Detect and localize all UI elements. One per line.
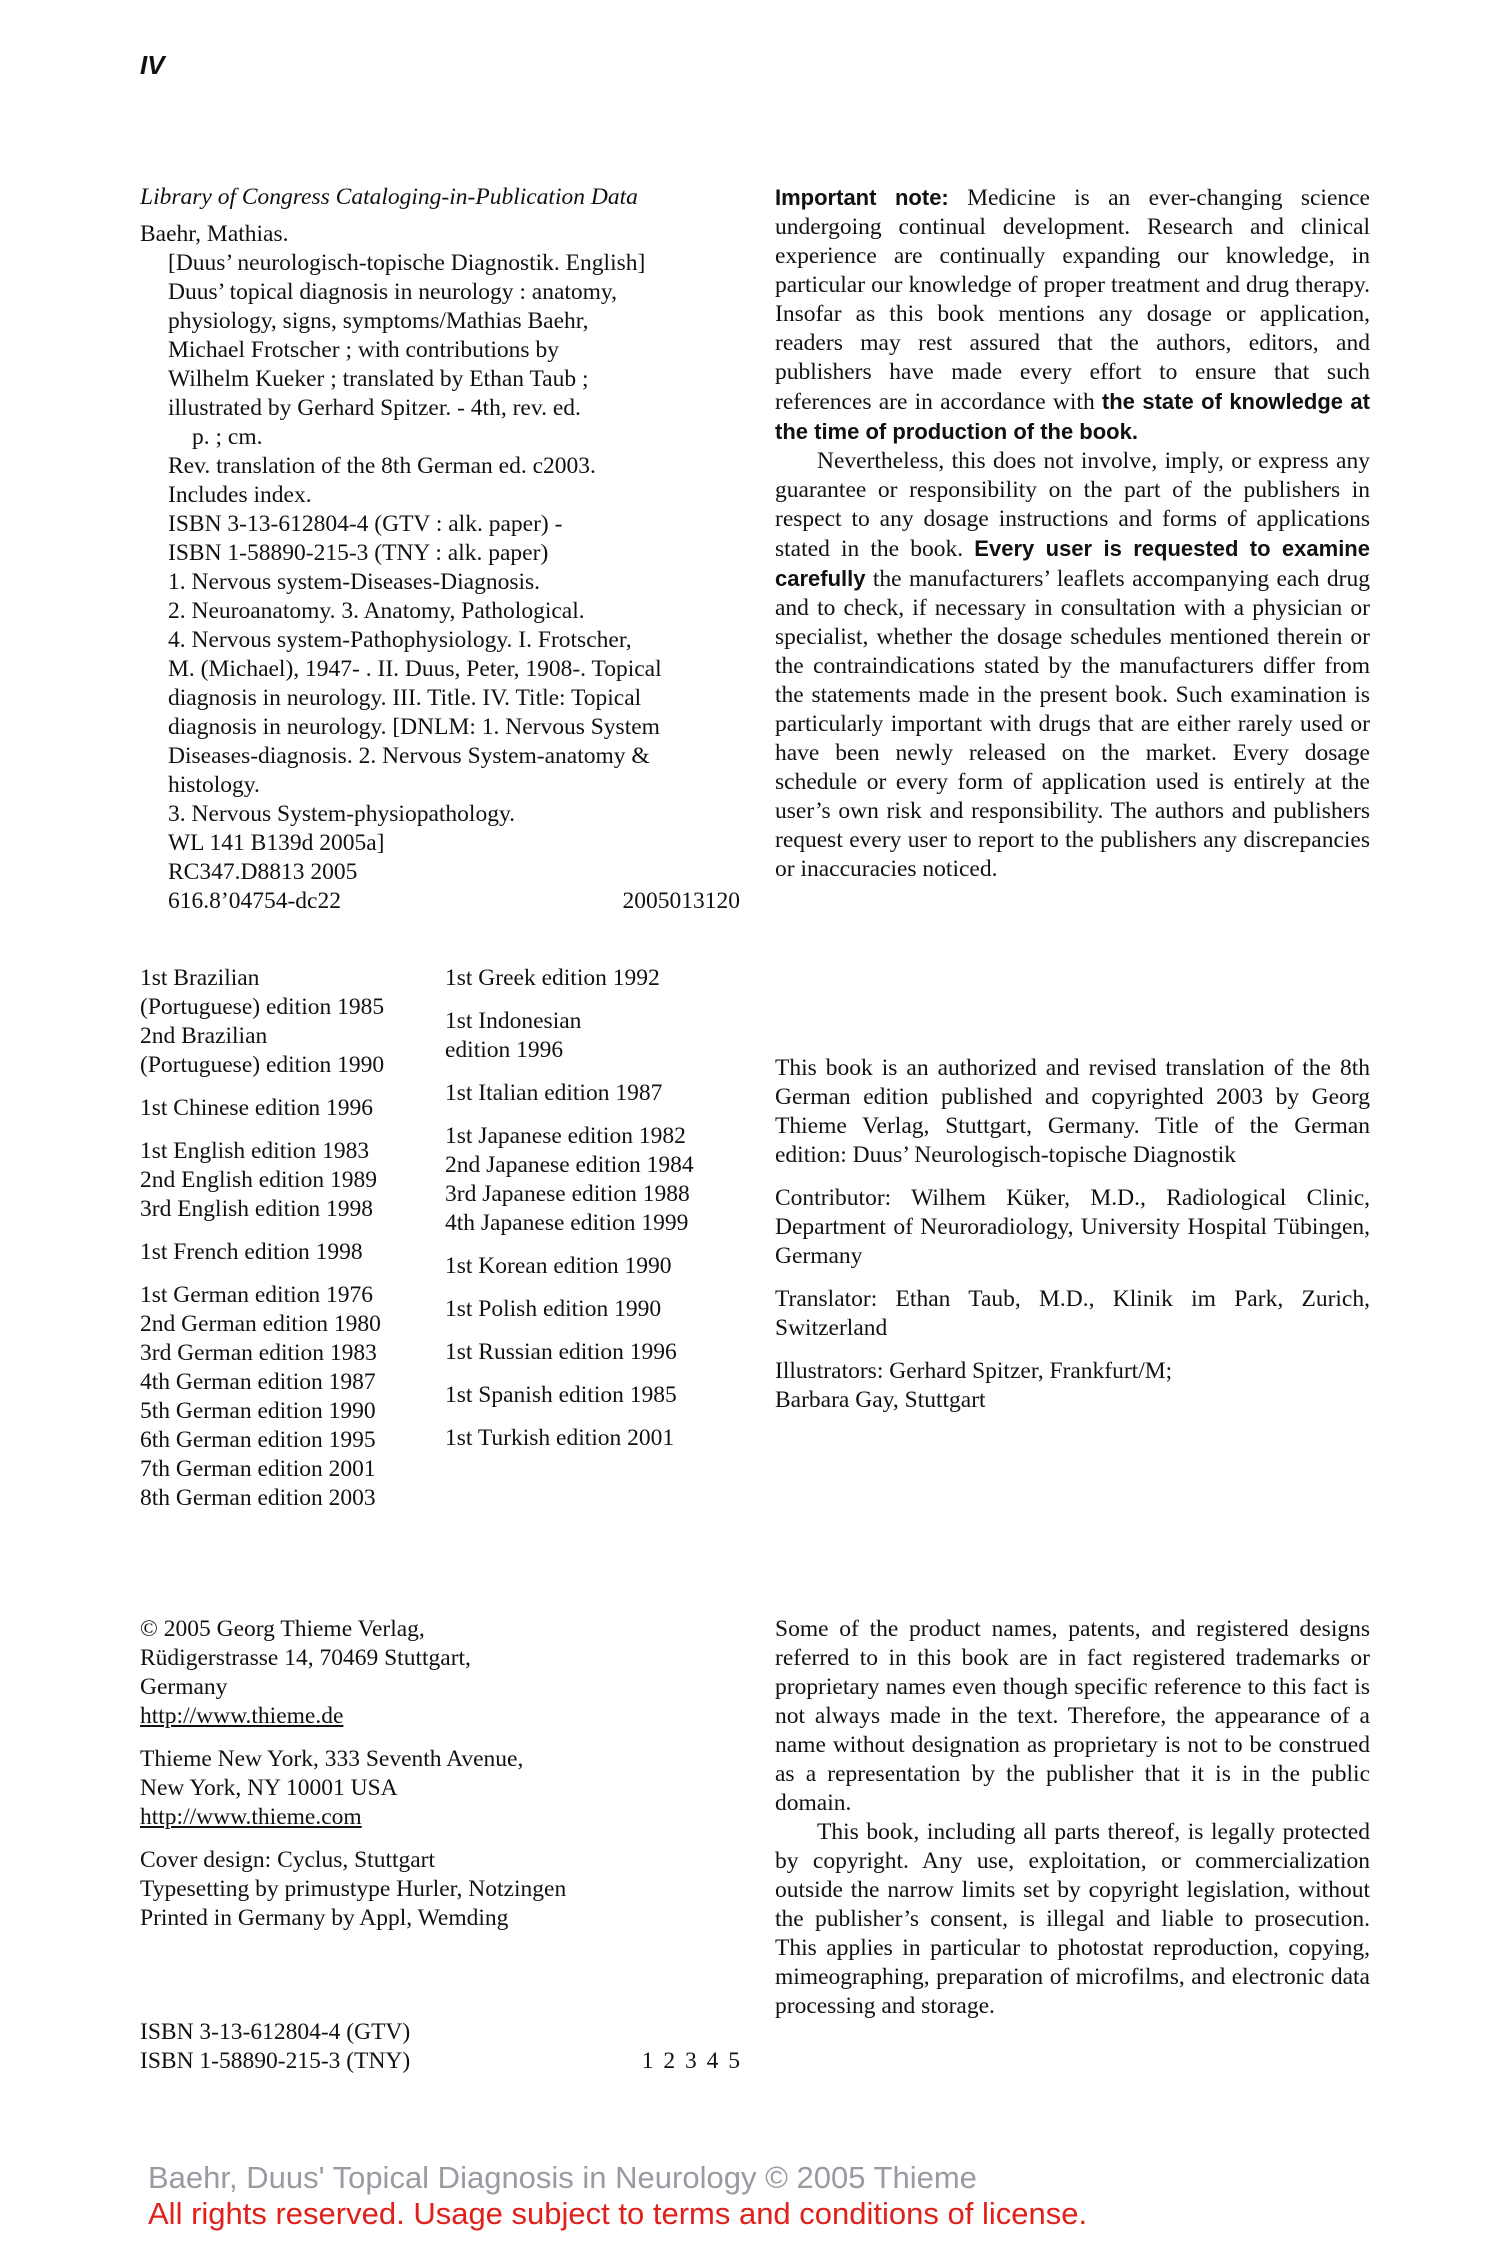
ny-address-1: Thieme New York, 333 Seventh Avenue, (140, 1746, 524, 1772)
edition-entry: 5th German edition 1990 (140, 1398, 376, 1424)
cip-line: ISBN 1-58890-215-3 (TNY : alk. paper) (168, 540, 549, 566)
cip-line: Michael Frotscher ; with contributions by (168, 337, 559, 363)
edition-entry: 1st Indonesian (445, 1008, 582, 1034)
cip-line: illustrated by Gerhard Spitzer. - 4th, rev. ed. (168, 395, 581, 421)
isbn-tny: ISBN 1-58890-215-3 (TNY) (140, 2048, 411, 2074)
trademark-paragraph: Some of the product names, patents, and registered designs referred to in this book are in fact registered trademarks or proprietary names even though specific reference to this fact is not always made in the text. Therefore, the appearance of a name without designation as proprietary is not to be construed as a representation by the publisher that it is in the public domain. (775, 1616, 1370, 1816)
edition-group (445, 1007, 694, 1065)
cip-line: Includes index. (168, 482, 312, 508)
edition-group (445, 1079, 694, 1108)
cover-design: Cover design: Cyclus, Stuttgart (140, 1847, 436, 1873)
authorized-translation: This book is an authorized and revised translation of the 8th German edition published and copyrighted 2003 by Georg Thieme Verlag, Stuttgart, Germany. Title of the German edition: Duus’ Neurologisch-topische Diagnostik (775, 1055, 1370, 1168)
cip-line: Rev. translation of the 8th German ed. c2003. (168, 453, 596, 479)
edition-group (140, 1094, 445, 1123)
edition-group (140, 964, 445, 1080)
edition-entry: 2nd Brazilian (140, 1023, 268, 1049)
editions-column-2 (445, 964, 694, 1527)
nevertheless-text: Nevertheless, this does not involve, imply, or express any guarantee or responsibility on the part of the publishers in respect to any dosage instructions and forms of applications stated in the book. (775, 448, 1370, 562)
publisher-block (140, 1615, 740, 1933)
edition-entry: 1st Spanish edition 1985 (445, 1382, 677, 1408)
cip-line: diagnosis in neurology. [DNLM: 1. Nervous System (168, 714, 660, 740)
edition-entry: 1st Polish edition 1990 (445, 1296, 662, 1322)
important-note-bold: the state of knowledge at the time of production of the book. (775, 389, 1370, 444)
print-run: 1 2 3 4 5 (641, 2048, 740, 2074)
edition-entry: 1st Korean edition 1990 (445, 1253, 672, 1279)
edition-entry: 1st Brazilian (140, 965, 260, 991)
edition-entry: 1st Chinese edition 1996 (140, 1095, 374, 1121)
edition-group (445, 1295, 694, 1324)
copyright-line-1: © 2005 Georg Thieme Verlag, (140, 1616, 425, 1642)
illustrators-line-1: Illustrators: Gerhard Spitzer, Frankfurt/M; (775, 1358, 1173, 1384)
cip-dewey: 616.8’04754-dc22 (168, 888, 341, 914)
edition-group (140, 1137, 445, 1224)
edition-entry: (Portuguese) edition 1990 (140, 1052, 385, 1078)
important-note-label: Important note: (775, 185, 949, 210)
copyright-paragraph: This book, including all parts thereof, is legally protected by copyright. Any use, exploitation, or commercialization outside the narrow limits set by copyright legislation, without the publisher’s consent, is illegal and liable to prosecution. This applies in particular to photostat reproduction, copying, mimeographing, preparation of microfilms, and electronic data processing and storage. (775, 1819, 1370, 2019)
edition-entry: 4th Japanese edition 1999 (445, 1210, 689, 1236)
ny-address-2: New York, NY 10001 USA (140, 1775, 398, 1801)
cip-line: diagnosis in neurology. III. Title. IV. Title: Topical (168, 685, 642, 711)
license-footer-rights: All rights reserved. Usage subject to terms and conditions of license. (148, 2196, 1088, 2231)
edition-group (445, 1338, 694, 1367)
edition-entry: 1st Greek edition 1992 (445, 965, 660, 991)
edition-entry: 3rd Japanese edition 1988 (445, 1181, 690, 1207)
edition-entry: 1st German edition 1976 (140, 1282, 374, 1308)
cip-line: physiology, signs, symptoms/Mathias Baehr, (168, 308, 589, 334)
cip-line: 2. Neuroanatomy. 3. Anatomy, Pathological. (168, 598, 585, 624)
thieme-de-link[interactable]: http://www.thieme.de (140, 1703, 344, 1729)
license-footer-title: Baehr, Duus' Topical Diagnosis in Neurology © 2005 Thieme (148, 2160, 977, 2195)
isbn-gtv: ISBN 3-13-612804-4 (GTV) (140, 2019, 411, 2045)
isbn-block (140, 2018, 740, 2076)
printed-by: Printed in Germany by Appl, Wemding (140, 1905, 509, 1931)
every-user-bold: Every user is requested to examine carefully (775, 536, 1370, 591)
edition-entry: 1st English edition 1983 (140, 1138, 370, 1164)
cip-line: 1. Nervous system-Diseases-Diagnosis. (168, 569, 541, 595)
editions-list (140, 964, 740, 1527)
cip-line: WL 141 B139d 2005a] (168, 830, 385, 856)
edition-group (445, 1122, 694, 1238)
cip-line: 3. Nervous System-physiopathology. (168, 801, 516, 827)
cip-line: p. ; cm. (192, 424, 263, 450)
edition-entry: 2nd English edition 1989 (140, 1167, 377, 1193)
manufacturers-text: the manufacturers’ leaflets accompanying each drug and to check, if necessary in consultation with a physician or specialist, whether the dosage schedules mentioned therein or the contraindications stated by the manufacturers differ from the statements made in the present book. Such examination is particularly important with drugs that are either rarely used or have been newly released on the market. Every dosage schedule or every form of application used is entirely at the user’s own risk and responsibility. The authors and publishers request every user to report to the publishers any discrepancies or inaccuracies noticed. (775, 566, 1370, 882)
translator: Translator: Ethan Taub, M.D., Klinik im Park, Zurich, Switzerland (775, 1286, 1370, 1341)
edition-group (445, 964, 694, 993)
edition-entry: 1st Russian edition 1996 (445, 1339, 677, 1365)
edition-group (140, 1238, 445, 1267)
edition-entry: 6th German edition 1995 (140, 1427, 376, 1453)
edition-entry: 3rd German edition 1983 (140, 1340, 377, 1366)
cip-lccn: 2005013120 (622, 888, 740, 914)
cip-line: Duus’ topical diagnosis in neurology : anatomy, (168, 279, 618, 305)
cip-block (140, 183, 740, 916)
edition-entry: 2nd German edition 1980 (140, 1311, 381, 1337)
edition-entry: edition 1996 (445, 1037, 564, 1063)
copyright-line-2: Rüdigerstrasse 14, 70469 Stuttgart, (140, 1645, 471, 1671)
thieme-com-link[interactable]: http://www.thieme.com (140, 1804, 362, 1830)
page-number: IV (140, 50, 165, 80)
edition-group (445, 1381, 694, 1410)
edition-entry: 1st Turkish edition 2001 (445, 1425, 675, 1451)
cip-line: ISBN 3-13-612804-4 (GTV : alk. paper) - (168, 511, 563, 537)
edition-entry: 1st Japanese edition 1982 (445, 1123, 686, 1149)
cip-line: Baehr, Mathias. (140, 221, 289, 247)
typesetting: Typesetting by primustype Hurler, Notzingen (140, 1876, 567, 1902)
edition-entry: 3rd English edition 1998 (140, 1196, 374, 1222)
edition-entry: 1st Italian edition 1987 (445, 1080, 663, 1106)
cip-title: Library of Congress Cataloging-in-Publication Data (140, 184, 638, 210)
cip-lines (140, 220, 740, 887)
translation-info (775, 1054, 1370, 1415)
illustrators-line-2: Barbara Gay, Stuttgart (775, 1387, 986, 1413)
edition-group (445, 1252, 694, 1281)
trademark-notice (775, 1615, 1370, 2021)
editions-column-1 (140, 964, 445, 1527)
cip-line: Diseases-diagnosis. 2. Nervous System-anatomy & (168, 743, 650, 769)
edition-entry: 4th German edition 1987 (140, 1369, 376, 1395)
edition-group (140, 1281, 445, 1513)
cip-line: 4. Nervous system-Pathophysiology. I. Frotscher, (168, 627, 632, 653)
cip-line: RC347.D8813 2005 (168, 859, 358, 885)
copyright-line-3: Germany (140, 1674, 228, 1700)
cip-classification (140, 887, 740, 916)
edition-entry: 7th German edition 2001 (140, 1456, 376, 1482)
important-note (775, 183, 1370, 898)
cip-line: histology. (168, 772, 260, 798)
edition-entry: 8th German edition 2003 (140, 1485, 376, 1511)
edition-entry: 1st French edition 1998 (140, 1239, 363, 1265)
important-note-text: Medicine is an ever-changing science undergoing continual development. Research and clinical experience are continually expanding our knowledge, in particular our knowledge of proper treatment and drug therapy. Insofar as this book mentions any dosage or application, readers may rest assured that the authors, editors, and publishers have made every effort to ensure that such references are in accordance with (775, 185, 1370, 415)
cip-line: [Duus’ neurologisch-topische Diagnostik. English] (168, 250, 646, 276)
edition-entry: 2nd Japanese edition 1984 (445, 1152, 694, 1178)
contributor: Contributor: Wilhem Küker, M.D., Radiological Clinic, Department of Neuroradiology, University Hospital Tübingen, Germany (775, 1185, 1370, 1269)
cip-line: M. (Michael), 1947- . II. Duus, Peter, 1908-. Topical (168, 656, 662, 682)
edition-entry: (Portuguese) edition 1985 (140, 994, 385, 1020)
edition-group (445, 1424, 694, 1453)
cip-line: Wilhelm Kueker ; translated by Ethan Taub ; (168, 366, 589, 392)
